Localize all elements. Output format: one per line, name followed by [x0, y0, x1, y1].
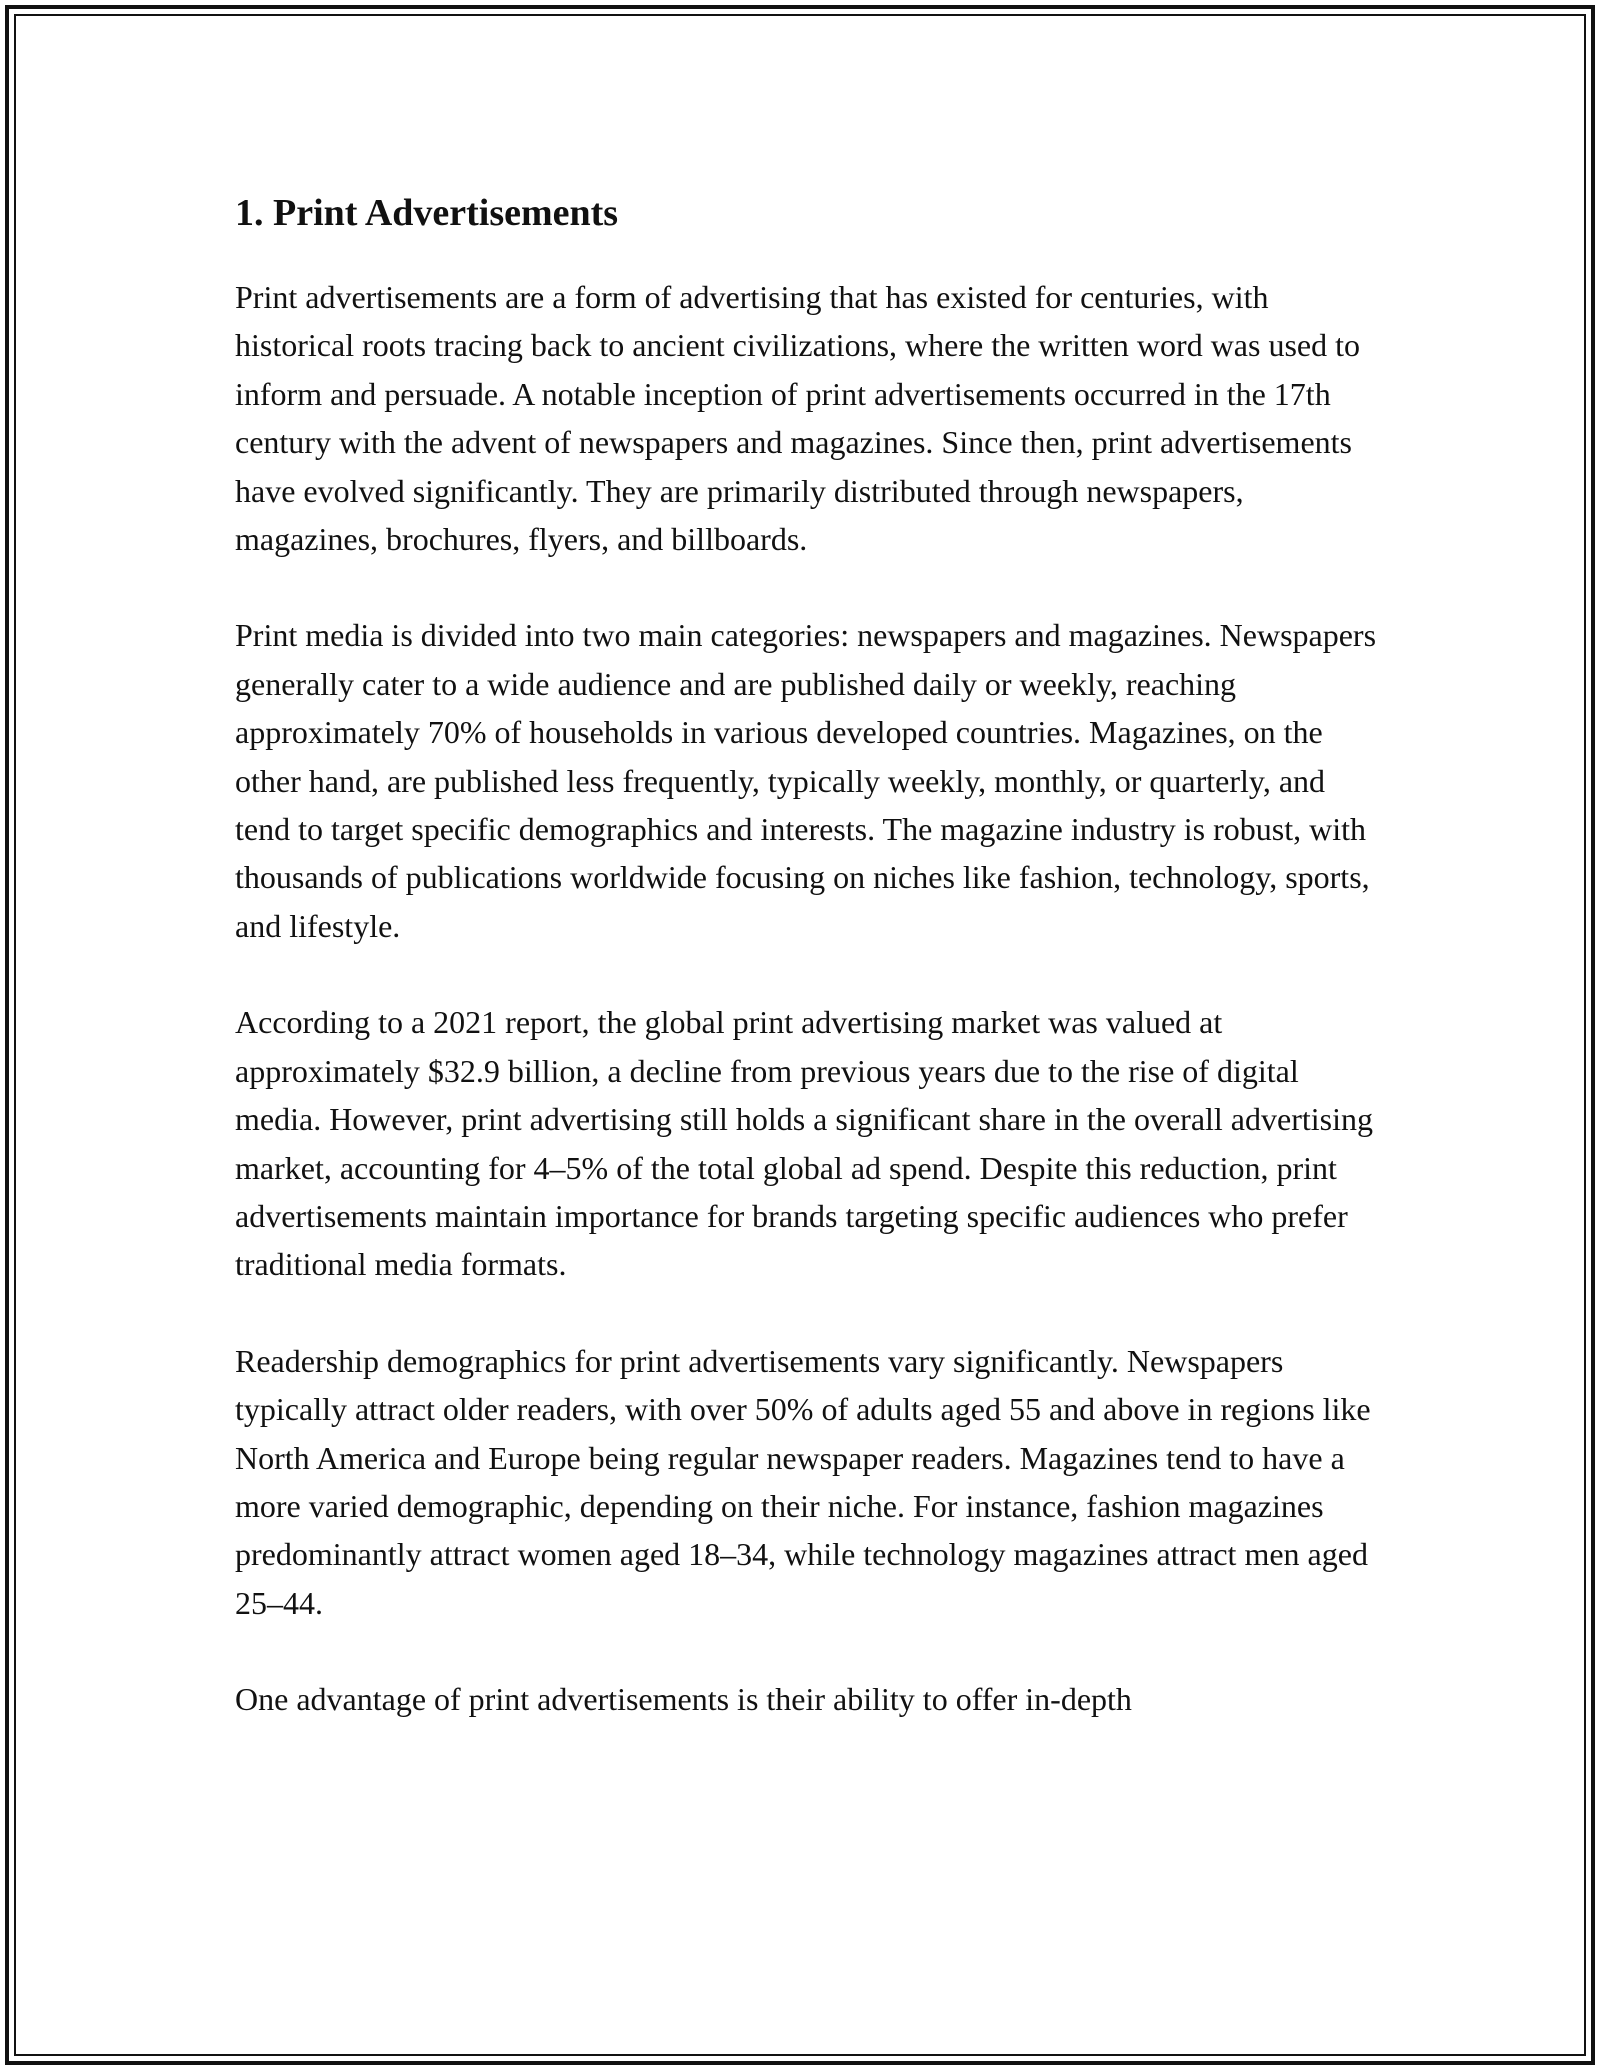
document-content — [235, 187, 1385, 1772]
paragraph-demographics: Readership demographics for print advertisements vary significantly. Newspapers typically attract older readers, with over 50% of adults aged 55 and above in regions like North America and Europe being regular newspaper readers. Magazines tend to have a more varied demographic, depending on their niche. For instance, fashion magazines predominantly attract women aged 18–34, while technology magazines attract men aged 25–44. — [235, 1342, 1371, 1621]
section-heading: 1. Print Advertisements — [235, 192, 619, 234]
paragraph-media-categories: Print media is divided into two main categories: newspapers and magazines. Newspapers generally cater to a wide audience and are published daily or weekly, reaching approximately 70% of households in various developed countries. Magazines, on the other hand, are published less frequently, typically weekly, monthly, or quarterly, and tend to target specific demographics and interests. The magazine industry is robust, with thousands of publications worldwide focusing on niches like fashion, technology, sports, and lifestyle. — [235, 617, 1377, 944]
paragraph-history: Print advertisements are a form of advertising that has existed for centuries, with historical roots tracing back to ancient civilizations, where the written word was used to inform and persuade. A notable inception of print advertisements occurred in the 17th century with the advent of newspapers and magazines. Since then, print advertisements have evolved significantly. They are primarily distributed through newspapers, magazines, brochures, flyers, and billboards. — [235, 279, 1360, 558]
paragraph-market-value: According to a 2021 report, the global print advertising market was valued at approximately $32.9 billion, a decline from previous years due to the rise of digital media. However, print advertising still holds a significant share in the overall advertising market, accounting for 4–5% of the total global ad spend. Despite this reduction, print advertisements maintain importance for brands targeting specific audiences who prefer traditional media formats. — [235, 1004, 1373, 1283]
paragraph-advantages: One advantage of print advertisements is their ability to offer in-depth — [235, 1681, 1132, 1718]
